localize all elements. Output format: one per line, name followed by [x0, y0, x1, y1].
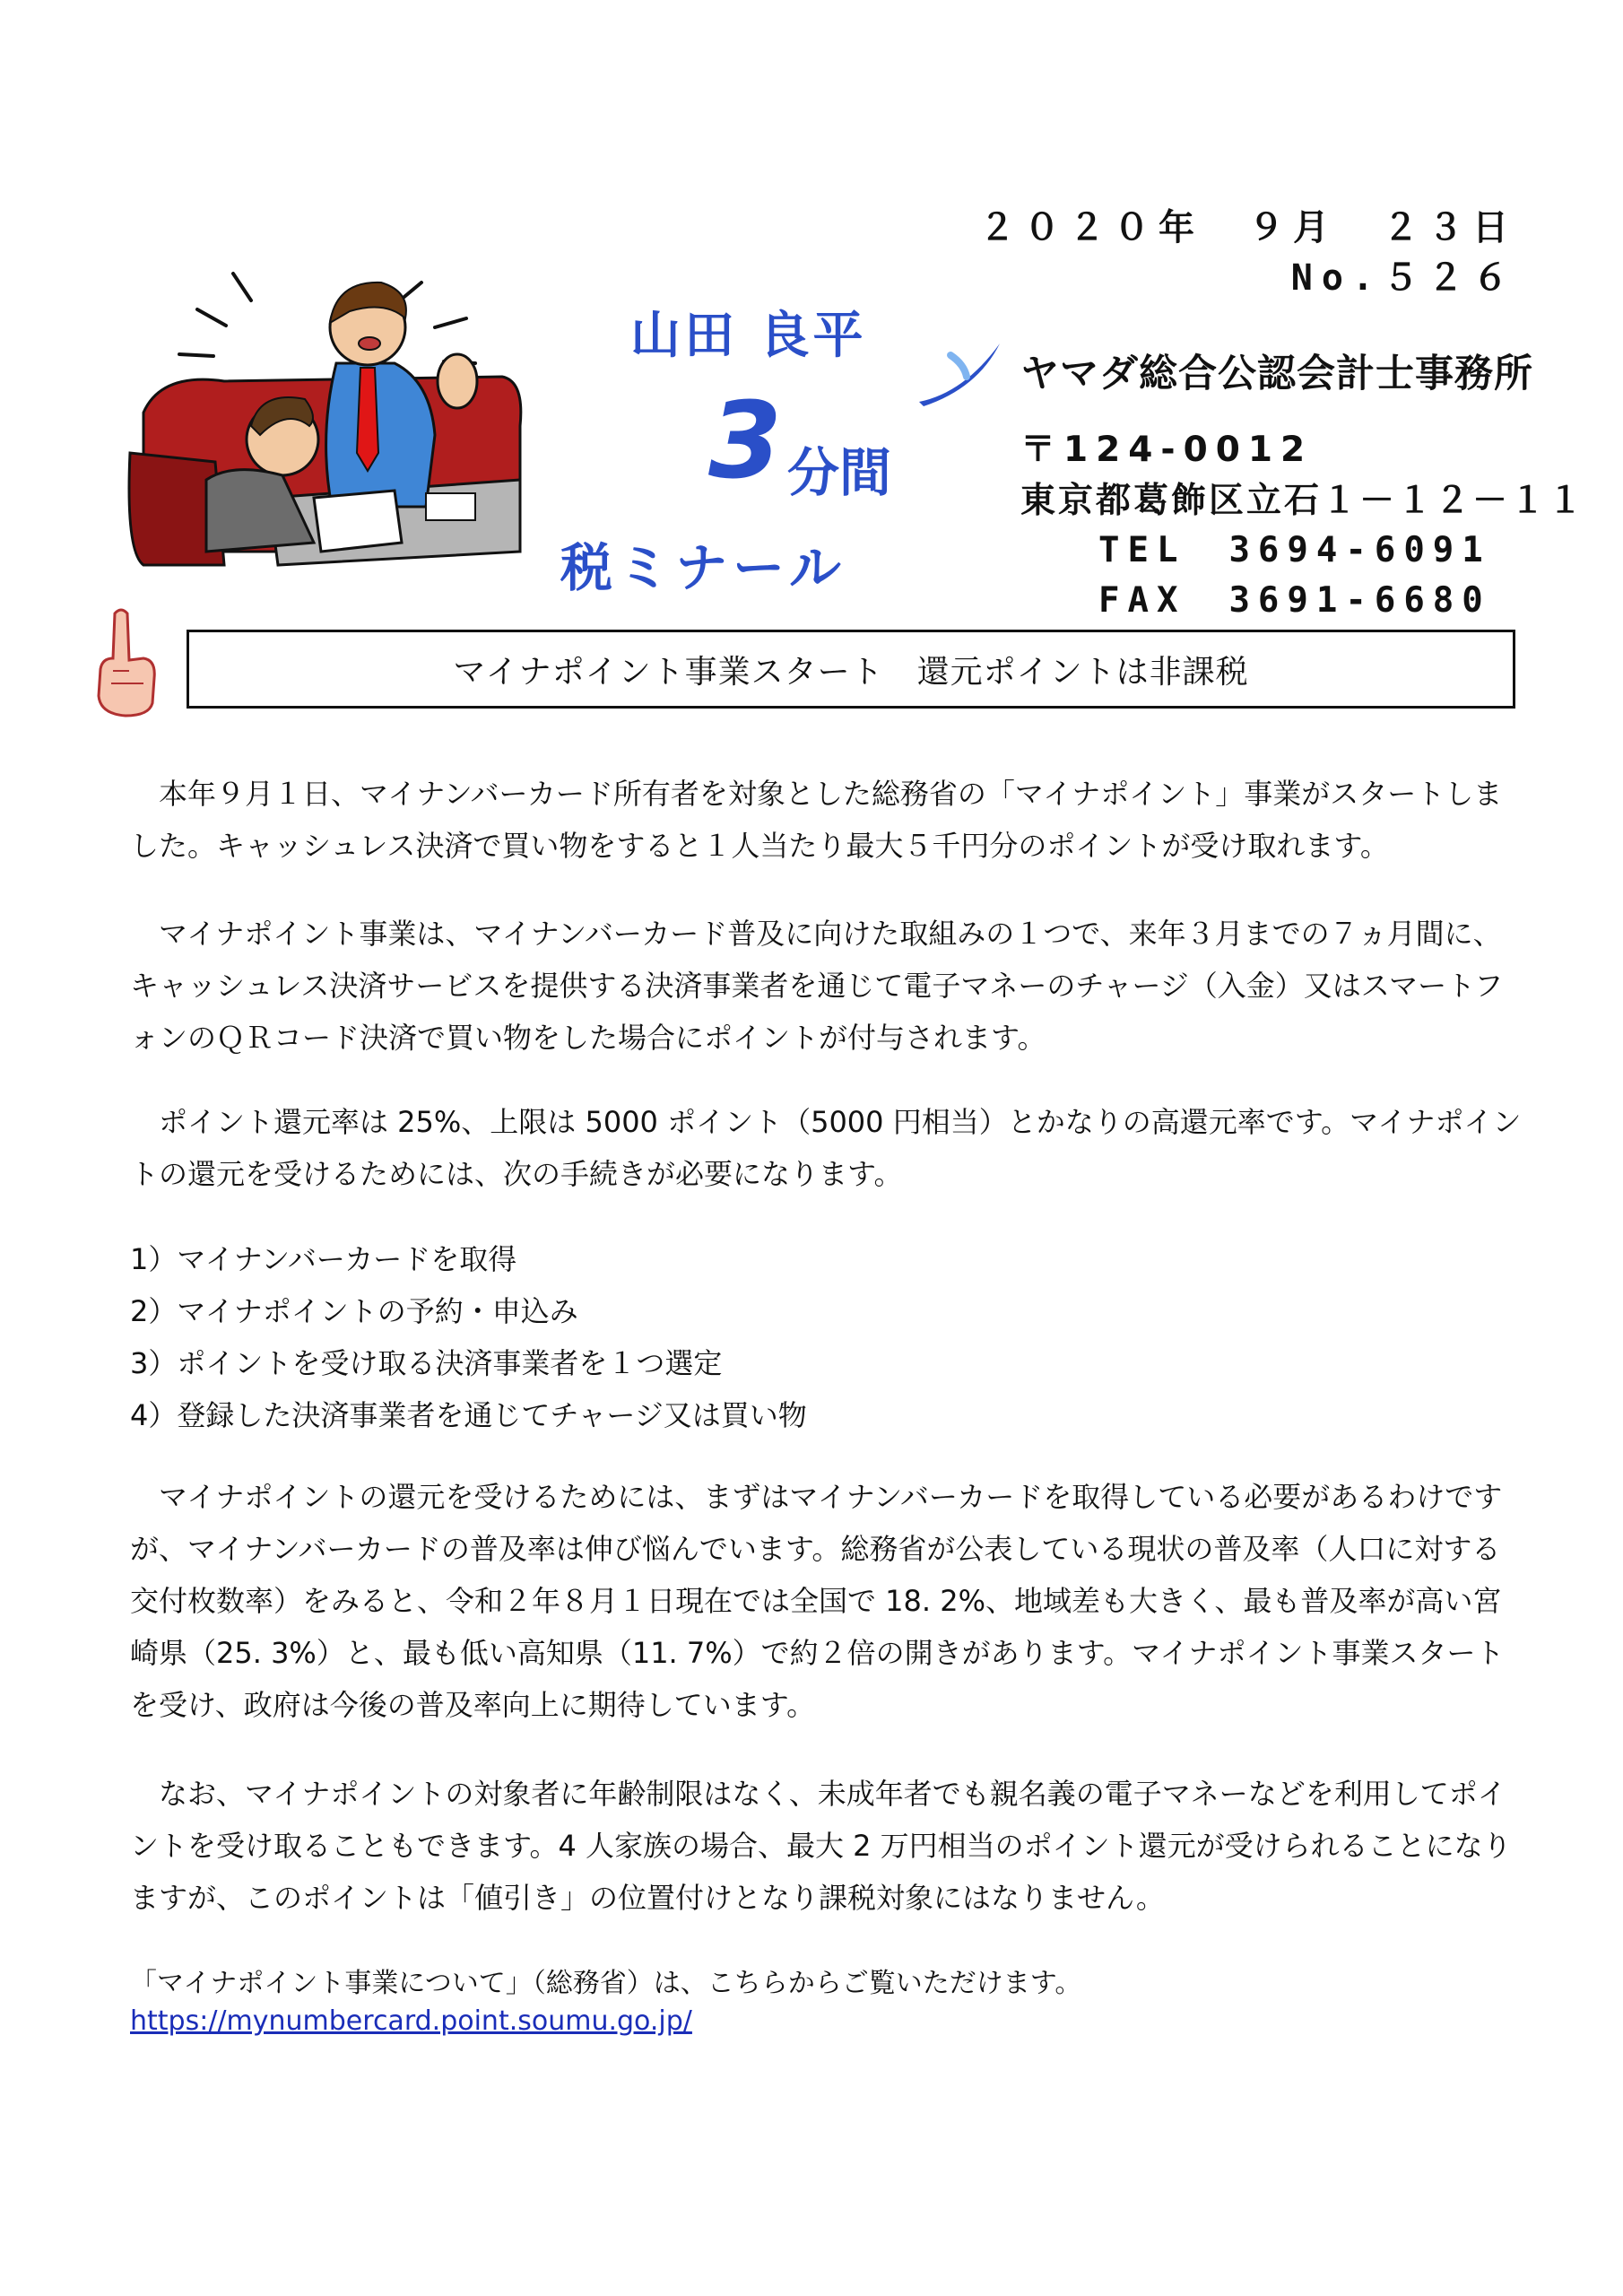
paragraph-4: [130, 1471, 1529, 1731]
postal-code: 〒124-0012: [1020, 430, 1314, 470]
paragraph-1: [130, 768, 1529, 872]
author-name: 山田 良平: [630, 307, 867, 365]
paragraph-3-text: ポイント還元率は 25%、上限は 5000 ポイント（5000 円相当）とかなりの高還元率です。マイナポイントの還元を受けるためには、次の手続きが必要になります。: [130, 1105, 1522, 1191]
paragraph-1-text: 本年９月１日、マイナンバーカード所有者を対象とした総務省の「マイナポイント」事業がスタートしました。キャッシュレス決済で買い物をすると１人当たり最大５千円分のポイントが受け取れます。: [130, 777, 1503, 863]
telephone: TEL 3694-6091: [1098, 530, 1491, 570]
headline-box: [187, 630, 1515, 709]
issue-date: ２０２０年 ９月 ２３日: [979, 207, 1517, 248]
list-item: 3）ポイントを受け取る決済事業者を１つ選定: [130, 1346, 723, 1380]
list-item: 1）マイナンバーカードを取得: [130, 1242, 517, 1276]
firm-name: ヤマダ総合公認会計士事務所: [1020, 352, 1533, 396]
paragraph-5: [130, 1768, 1529, 1924]
list-item: 4）登録した決済事業者を通じてチャージ又は買い物: [130, 1398, 807, 1432]
paragraph-2-text: マイナポイント事業は、マイナンバーカード普及に向けた取組みの１つで、来年３月までの７ヵ月間に、キャッシュレス決済サービスを提供する決済事業者を通じて電子マネーのチャージ（入金）又はスマートフォンのＱＲコード決済で買い物をした場合にポイントが付与されます。: [130, 917, 1504, 1055]
paragraph-2: [130, 908, 1529, 1064]
title-minutes: 分間: [787, 442, 892, 503]
fax: FAX 3691-6680: [1098, 580, 1491, 621]
businessmen-illustration: [126, 256, 534, 583]
paragraph-5-text: なお、マイナポイントの対象者に年齢制限はなく、未成年者でも親名義の電子マネーなどを利用してポイントを受け取ることもできます。4 人家族の場合、最大 2 万円相当のポイント還元が受けられることになりますが、このポイントは「値引き」の位置付けとなり課税対象にはなりません。: [130, 1777, 1512, 1915]
title-seminar: 税ミナール: [560, 537, 846, 598]
paragraph-4-text: マイナポイントの還元を受けるためには、まずはマイナンバーカードを取得している必要があるわけですが、マイナンバーカードの普及率は伸び悩んでいます。総務省が公表している現状の普及率（人口に対する交付枚数率）をみると、令和２年８月１日現在では全国で 18. 2%、地域差も大きく、最も普及率が高い宮崎県（25. 3%）と、最も低い高知県（11. 7%）で約２倍の開きがあります。マイナポイント事業スタートを受け、政府は今後の普及率向上に期待しています。: [130, 1480, 1505, 1722]
list-item: 2）マイナポイントの予約・申込み: [130, 1294, 578, 1328]
reference-note: 「マイナポイント事業について」（総務省）は、こちらからご覧いただけます。: [130, 1968, 1082, 1999]
firm-logo-icon: [915, 339, 1013, 411]
title-number: 3: [708, 378, 783, 502]
street-address: 東京都葛飾区立石１－１２－１１: [1020, 481, 1586, 521]
headline-text: マイナポイント事業スタート 還元ポイントは非課税: [453, 653, 1249, 691]
paragraph-3: [130, 1096, 1529, 1200]
reference-link[interactable]: https://mynumbercard.point.soumu.go.jp/: [130, 2005, 692, 2037]
issue-number: No.５２６: [1290, 257, 1517, 299]
steps-list: [130, 1233, 1529, 1441]
pointing-finger-icon: [90, 606, 160, 718]
